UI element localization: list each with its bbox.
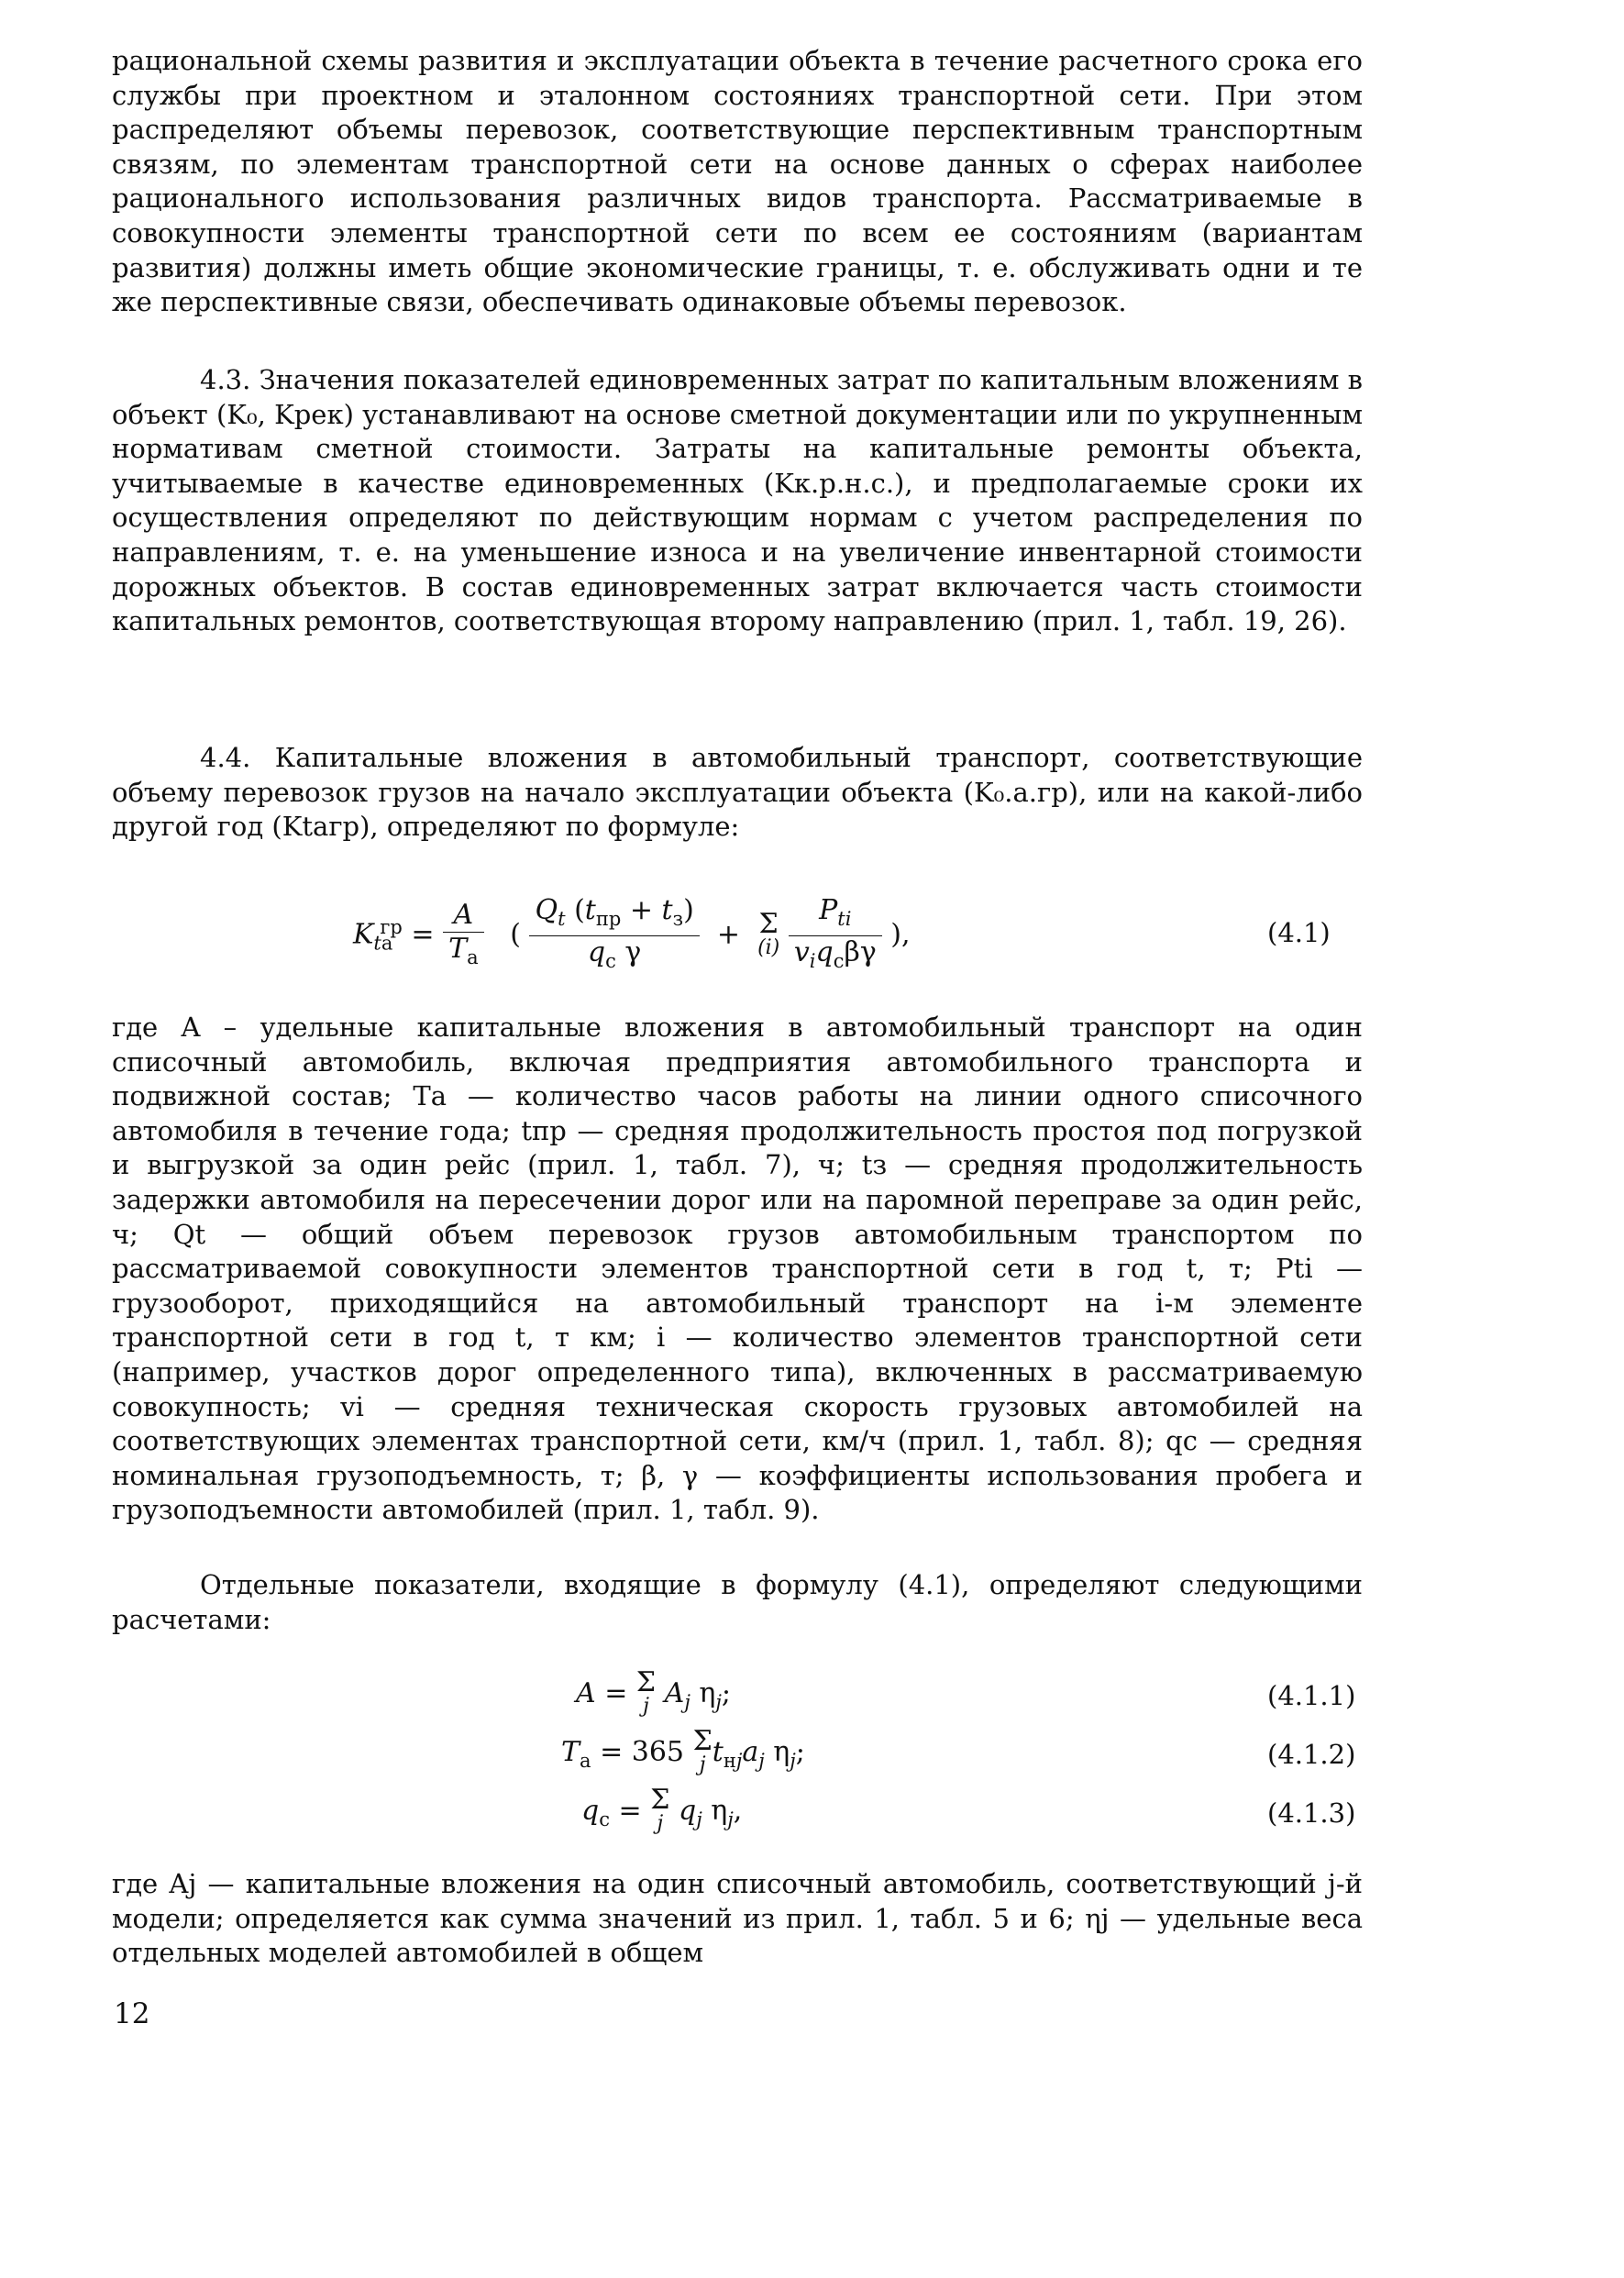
paragraph-4-4: 4.4. Капитальные вложения в автомобильный транспорт, соответствующие объему перевозок грузов на начало эксплуатации объекта (K₀.а.гр), или на какой-либо другой год (Ktагр), определяют по формуле: [112, 742, 1363, 843]
page-number: 12 [114, 1997, 150, 2030]
formula-4-1: $K_{tа}^{гр}$ = $\frac{A}{T_а}$ ( $\frac{Q_t (t_{пр} + t_з)}{q_с \gamma}$ + Σ (i) $\frac{P_{ti}}{v_iq_с\beta\gamma}$ ), [353, 894, 911, 972]
formula-4-1-3: $q_с = \Sigma$ j $q_j$ $\eta_j$, [581, 1784, 743, 1835]
paragraph-indicators: Отдельные показатели, входящие в формулу (4.1), определяют следующими расчетами: [112, 1569, 1363, 1635]
equation-number-4-1-3: (4.1.3) [1267, 1797, 1356, 1829]
equation-number-4-1: (4.1) [1267, 917, 1331, 948]
formula-4-1-1: A = Σ j $A_j$ $\eta_j$; [576, 1666, 731, 1718]
equation-number-4-1-1: (4.1.1) [1267, 1680, 1356, 1711]
paragraph-1: рациональной схемы развития и эксплуатации объекта в течение расчетного срока его службы при проектном и эталонном состояниях транспортной сети. При этом распределяют объемы перевозок, соответствующие перспективным транспортным связям, по элементам транспортной сети на основе данных о сферах наиболее рационального использования различных видов транспорта. Рассматриваемые в совокупности элементы транспортной сети по всем ее состояниям (вариантам развития) должны иметь общие экономические границы, т. е. обслуживать одни и те же перспективные связи, обеспечивать одинаковые объемы перевозок. [112, 45, 1363, 318]
paragraph-where-2: где Aj — капитальные вложения на один списочный автомобиль, соответствующий j-й модели; определяется как сумма значений из прил. 1, табл. 5 и 6; ηj — удельные веса отдельных моделей автомобилей в общем [112, 1868, 1363, 1969]
paragraph-where-1: где A – удельные капитальные вложения в автомобильный транспорт на один списочный автомобиль, включая предприятия автомобильного транспорта и подвижной состав; Tа — количество часов работы на линии одного списочного автомобиля в течение года; tпр — средняя продолжительность простоя под погрузкой и выгрузкой за один рейс (прил. 1, табл. 7), ч; tз — средняя продолжительность задержки автомобиля на пересечении дорог или на паромной переправе за один рейс, ч; Qt — общий объем перевозок грузов автомобильным транспортом по рассматриваемой совокупности элементов транспортной сети в год t, т; Pti — грузооборот, приходящийся на автомобильный транспорт на i-м элементе транспортной сети в год t, т км; i — количество элементов транспортной сети (например, участков дорог определенного типа), включенных в рассматриваемую совокупность; vi — средняя техническая скорость грузовых автомобилей на соответствующих элементах транспортной сети, км/ч (прил. 1, табл. 8); qc — средняя номинальная грузоподъемность, т; β, γ — коэффициенты использования пробега и грузоподъемности автомобилей (прил. 1, табл. 9). [112, 1012, 1363, 1526]
paragraph-4-3: 4.3. Значения показателей единовременных затрат по капитальным вложениям в объект (K₀, Kрек) устанавливают на основе сметной документации или по укрупненным нормативам сметной стоимости. Затраты на капитальные ремонты объекта, учитываемые в качестве единовременных (Kк.р.н.с.), и предполагаемые сроки их осуществления определяют по действующим нормам с учетом распределения по направлениям, т. е. на уменьшение износа и на увеличение инвентарной стоимости дорожных объектов. В состав единовременных затрат включается часть стоимости капитальных ремонтов, соответствующая второму направлению (прил. 1, табл. 19, 26). [112, 364, 1363, 637]
formula-4-1-2: $T_а = 365$ Σ j $t_{нj}a_j$ $\eta_j$; [561, 1725, 805, 1776]
equation-number-4-1-2: (4.1.2) [1267, 1739, 1356, 1770]
